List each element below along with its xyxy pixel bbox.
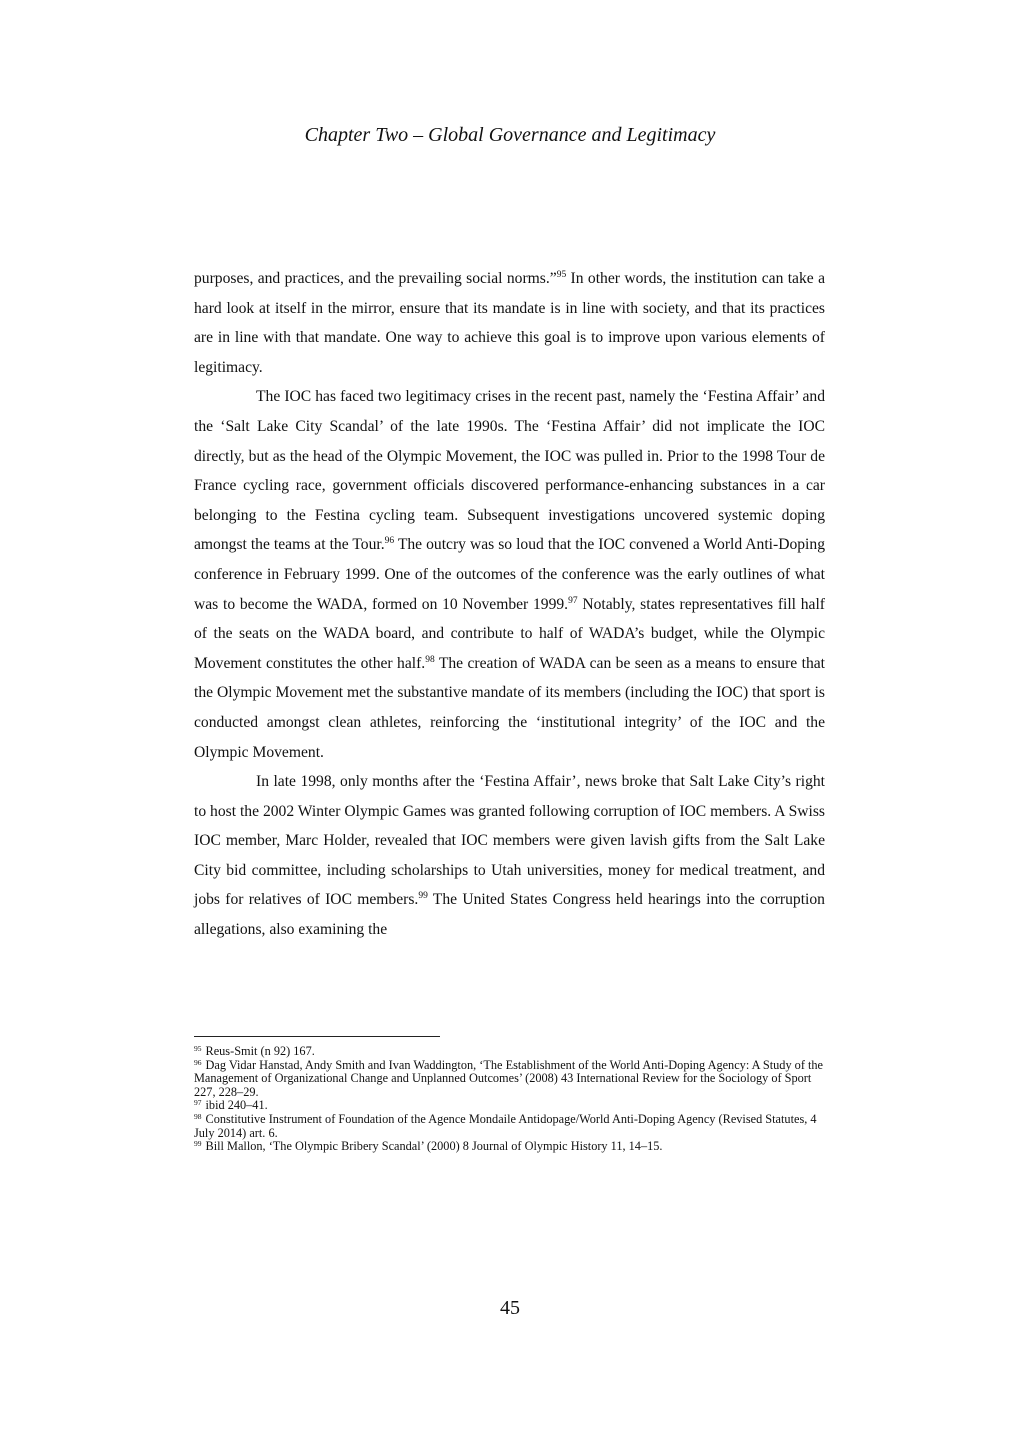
main-text bbox=[194, 264, 825, 945]
text-run: purposes, and practices, and the prevailing social norms.” bbox=[194, 270, 557, 287]
footnote-text: Dag Vidar Hanstad, Andy Smith and Ivan Waddington, ‘The Establishment of the World Anti-Doping Agency: A Study of the Management of Organizational Change and Unplanned Outcomes’ (2008) 43 International Review for the Sociology of Sport 227, 228–29. bbox=[194, 1057, 824, 1099]
footnote-text: Bill Mallon, ‘The Olympic Bribery Scandal’ (2000) 8 Journal of Olympic History 11, 14–15. bbox=[205, 1139, 663, 1154]
text-run: The creation of WADA can be seen as a means to ensure that the Olympic Movement met the substantive mandate of its members (including the IOC) that sport is conducted amongst clean athletes, reinforcing the ‘institutional integrity’ of the IOC and the Olympic Movement. bbox=[194, 654, 825, 761]
text-run: In other words, the institution can take a hard look at itself in the mirror, ensure that its mandate is in line with society, and that its practices are in line with that mandate. One way to achieve this goal is to improve upon various elements of legitimacy. bbox=[194, 270, 825, 376]
paragraph-2 bbox=[194, 382, 825, 767]
footnote-98 bbox=[194, 1113, 825, 1140]
footnote-number: 96 bbox=[194, 1057, 202, 1067]
footnote-97 bbox=[194, 1099, 825, 1113]
page-number: 45 bbox=[500, 1297, 520, 1319]
footnote-96 bbox=[194, 1059, 825, 1100]
footnote-number: 95 bbox=[194, 1044, 202, 1053]
footnote-text: ibid 240–41. bbox=[205, 1098, 268, 1113]
footnote-ref-96[interactable]: 96 bbox=[384, 536, 395, 547]
footnote-99 bbox=[194, 1140, 825, 1154]
footnote-number: 99 bbox=[194, 1139, 202, 1149]
footnote-ref-99[interactable]: 99 bbox=[418, 891, 428, 902]
text-run: Notably, states representatives fill half of the seats on the WADA board, and contribute to half of WADA’s budget, while the Olympic Movement constitutes the other half. bbox=[194, 595, 825, 672]
footnote-ref-98[interactable]: 98 bbox=[425, 654, 435, 665]
text-run: The IOC has faced two legitimacy crises in the recent past, namely the ‘Festina Affair’ and the ‘Salt Lake City Scandal’ of the late 1990s. The ‘Festina Affair’ did not implicate the IOC directly, but as the head of the Olympic Movement, the IOC was pulled in. Prior to the 1998 Tour de France cycling race, government officials discovered performance-enhancing substances in a car belonging to the Festina cycling team. Subsequent investigations uncovered systemic doping amongst the teams at the Tour. bbox=[194, 388, 825, 554]
footnote-text: Constitutive Instrument of Foundation of the Agence Mondaile Antidopage/World Anti-Doping Agency (Revised Statutes, 4 July 2014) art. 6. bbox=[194, 1111, 817, 1140]
footnote-number: 97 bbox=[194, 1098, 202, 1108]
text-run: The United States Congress held hearings into the corruption allegations, also examining the bbox=[194, 891, 825, 939]
footnote-text: Reus-Smit (n 92) 167. bbox=[205, 1044, 315, 1058]
text-run: The outcry was so loud that the IOC convened a World Anti-Doping conference in February 1999. One of the outcomes of the conference was the early outlines of what was to become the WADA, formed on 10 November 1999. bbox=[194, 536, 825, 613]
footnote-separator bbox=[194, 1036, 440, 1037]
footnotes bbox=[194, 1045, 825, 1154]
running-header: Chapter Two – Global Governance and Legitimacy bbox=[304, 124, 716, 146]
footnote-ref-95[interactable]: 95 bbox=[556, 270, 567, 280]
paragraph-1 bbox=[194, 264, 825, 382]
text-run: In late 1998, only months after the ‘Festina Affair’, news broke that Salt Lake City’s right to host the 2002 Winter Olympic Games was granted following corruption of IOC members. A Swiss IOC member, Marc Holder, revealed that IOC members were given lavish gifts from the Salt Lake City bid committee, including scholarships to Utah universities, money for medical treatment, and jobs for relatives of IOC members. bbox=[194, 773, 825, 909]
footnote-number: 98 bbox=[194, 1111, 202, 1121]
footnote-95 bbox=[194, 1045, 825, 1059]
paragraph-3 bbox=[194, 767, 825, 945]
footnote-ref-97[interactable]: 97 bbox=[568, 595, 578, 606]
